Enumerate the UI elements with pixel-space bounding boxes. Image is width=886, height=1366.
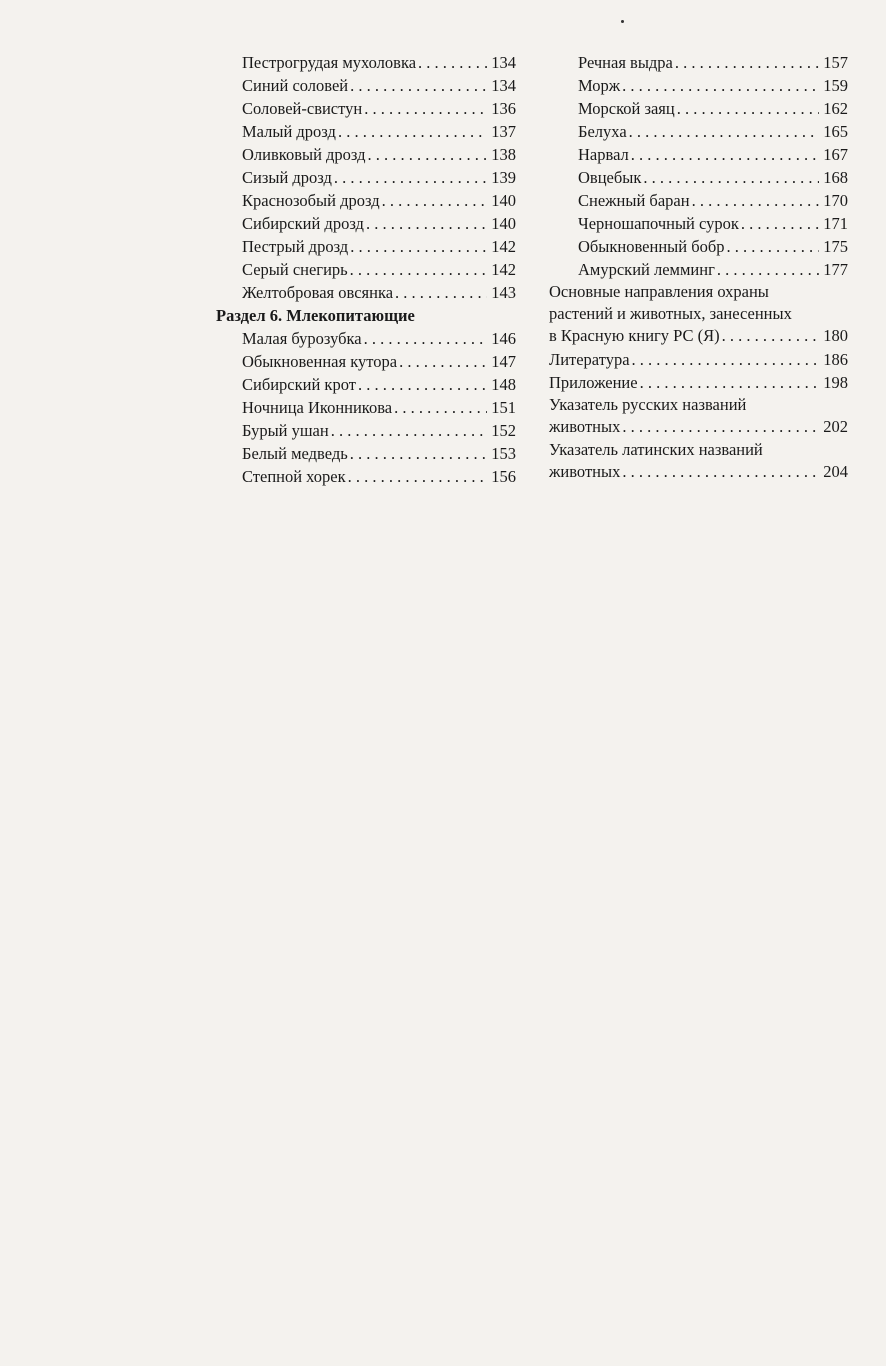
- entry-page: 139: [491, 168, 516, 187]
- entry-title: животных: [549, 462, 621, 481]
- entry-title: Сибирский крот: [242, 375, 356, 394]
- toc-entry: [216, 212, 516, 235]
- toc-entry: [549, 74, 848, 97]
- entry-page: 153: [491, 444, 516, 463]
- entry-title: Белуха: [578, 122, 627, 141]
- leader-dots: [350, 74, 487, 97]
- toc-entry: [216, 51, 516, 74]
- entry-page: 202: [823, 417, 848, 436]
- latin-index-line-1: Указатель латинских названий: [549, 440, 763, 459]
- toc-entry: [216, 327, 516, 350]
- entry-page: 162: [823, 99, 848, 118]
- entry-page: 142: [491, 237, 516, 256]
- entry-title: Ночница Иконникова: [242, 398, 393, 417]
- russian-index-line-2: [549, 416, 848, 438]
- toc-entry: [549, 120, 848, 143]
- entry-title: Литература: [549, 350, 630, 369]
- leader-dots: [364, 327, 488, 350]
- toc-entry-conservation: [549, 281, 848, 347]
- leader-dots: [364, 97, 487, 120]
- entry-page: 147: [491, 352, 516, 371]
- leader-dots: [677, 97, 820, 120]
- entry-page: 170: [823, 191, 848, 210]
- toc-entry-appendix: [549, 371, 848, 394]
- toc-entry: [216, 465, 516, 488]
- entry-title: Бурый ушан: [242, 421, 329, 440]
- entry-page: 165: [823, 122, 848, 141]
- entry-title: Нарвал: [578, 145, 629, 164]
- leader-dots: [692, 189, 820, 212]
- entry-page: 157: [823, 53, 848, 72]
- entry-title: Малая бурозубка: [242, 329, 362, 348]
- entry-title: Пестрогрудая мухоловка: [242, 53, 417, 72]
- leader-dots: [722, 325, 820, 347]
- entry-page: 140: [491, 214, 516, 233]
- entry-page: 156: [491, 467, 516, 486]
- leader-dots: [632, 348, 820, 371]
- toc-entries-mammals: [216, 327, 516, 488]
- entry-title: Пестрый дрозд: [242, 237, 349, 256]
- entry-title: Морж: [578, 76, 621, 95]
- entry-title: Желтобровая овсянка: [242, 283, 394, 302]
- toc-entry: [549, 51, 848, 74]
- toc-entry: [216, 442, 516, 465]
- entry-title: Обыкновенная кутора: [242, 352, 398, 371]
- toc-entry: [216, 373, 516, 396]
- leader-dots: [395, 281, 487, 304]
- toc-entry: [216, 235, 516, 258]
- toc-left-column: [216, 51, 516, 488]
- entry-title: в Красную книгу РС (Я): [549, 326, 720, 345]
- latin-index-line-2: [549, 461, 848, 483]
- entry-page: 151: [491, 398, 516, 417]
- toc-entry: [216, 143, 516, 166]
- leader-dots: [366, 212, 487, 235]
- entry-title: Синий соловей: [242, 76, 349, 95]
- toc-entry: [216, 419, 516, 442]
- entry-page: 180: [823, 326, 848, 345]
- leader-dots: [675, 51, 819, 74]
- leader-dots: [348, 465, 488, 488]
- entry-page: 204: [823, 462, 848, 481]
- entry-title: Речная выдра: [578, 53, 673, 72]
- entry-page: 186: [823, 350, 848, 369]
- entry-title: Обыкновенный бобр: [578, 237, 725, 256]
- leader-dots: [727, 235, 820, 258]
- entry-page: 167: [823, 145, 848, 164]
- leader-dots: [717, 258, 819, 281]
- toc-entry: [216, 350, 516, 373]
- stray-mark: [621, 20, 624, 23]
- toc-entry: [549, 189, 848, 212]
- entry-page: 175: [823, 237, 848, 256]
- entry-page: 171: [823, 214, 848, 233]
- toc-entry: [216, 97, 516, 120]
- leader-dots: [631, 143, 819, 166]
- leader-dots: [640, 371, 820, 394]
- toc-entry: [216, 258, 516, 281]
- entry-title: Сизый дрозд: [242, 168, 332, 187]
- entry-page: 146: [491, 329, 516, 348]
- leader-dots: [399, 350, 487, 373]
- entry-title: Черношапочный сурок: [578, 214, 739, 233]
- leader-dots: [643, 166, 819, 189]
- toc-entry: [216, 166, 516, 189]
- toc-entry: [549, 143, 848, 166]
- leader-dots: [350, 442, 488, 465]
- leader-dots: [394, 396, 487, 419]
- entry-title: Амурский лемминг: [578, 260, 715, 279]
- toc-right-column: [549, 51, 848, 484]
- entry-page: 138: [491, 145, 516, 164]
- leader-dots: [331, 419, 488, 442]
- entry-title: Сибирский дрозд: [242, 214, 364, 233]
- toc-entry: [216, 396, 516, 419]
- entry-page: 137: [491, 122, 516, 141]
- toc-entry: [549, 97, 848, 120]
- leader-dots: [741, 212, 819, 235]
- entry-page: 143: [491, 283, 516, 302]
- entry-title: Белый медведь: [242, 444, 348, 463]
- entry-page: 152: [491, 421, 516, 440]
- leader-dots: [382, 189, 488, 212]
- entry-title: Степной хорек: [242, 467, 346, 486]
- toc-entry: [549, 235, 848, 258]
- leader-dots: [622, 461, 819, 483]
- entry-page: 168: [823, 168, 848, 187]
- leader-dots: [622, 416, 819, 438]
- entry-title: Оливковый дрозд: [242, 145, 366, 164]
- entry-title: Овцебык: [578, 168, 642, 187]
- leader-dots: [358, 373, 487, 396]
- entry-title: животных: [549, 417, 621, 436]
- leader-dots: [338, 120, 487, 143]
- entry-page: 177: [823, 260, 848, 279]
- toc-entry: [549, 212, 848, 235]
- entry-page: 134: [491, 76, 516, 95]
- entry-title: Приложение: [549, 373, 638, 392]
- entry-page: 140: [491, 191, 516, 210]
- leader-dots: [334, 166, 487, 189]
- toc-entry: [216, 189, 516, 212]
- toc-entry: [216, 74, 516, 97]
- leader-dots: [629, 120, 820, 143]
- russian-index-line-1: Указатель русских названий: [549, 395, 747, 414]
- toc-entry-literature: [549, 348, 848, 371]
- leader-dots: [350, 235, 487, 258]
- entry-page: 148: [491, 375, 516, 394]
- conservation-line-3: [549, 325, 848, 347]
- entry-title: Снежный баран: [578, 191, 690, 210]
- entry-page: 134: [491, 53, 516, 72]
- entry-title: Краснозобый дрозд: [242, 191, 380, 210]
- entry-title: Малый дрозд: [242, 122, 336, 141]
- entry-page: 136: [491, 99, 516, 118]
- toc-entry: [216, 120, 516, 143]
- toc-entries-mammals-cont: [549, 51, 848, 281]
- toc-entry: [216, 281, 516, 304]
- entry-title: Серый снегирь: [242, 260, 348, 279]
- entry-page: 142: [491, 260, 516, 279]
- entry-title: Морской заяц: [578, 99, 675, 118]
- conservation-line-1: Основные направления охраны: [549, 282, 769, 301]
- leader-dots: [368, 143, 488, 166]
- leader-dots: [350, 258, 488, 281]
- entry-title: Соловей-свистун: [242, 99, 363, 118]
- leader-dots: [622, 74, 819, 97]
- toc-entry-latin-index: [549, 439, 848, 483]
- toc-entry: [549, 258, 848, 281]
- entry-page: 159: [823, 76, 848, 95]
- toc-entry-russian-index: [549, 394, 848, 438]
- entry-page: 198: [823, 373, 848, 392]
- toc-entries-birds: [216, 51, 516, 304]
- section-heading: Раздел 6. Млекопитающие: [216, 306, 415, 325]
- conservation-line-2: растений и животных, занесенных: [549, 304, 792, 323]
- toc-entry: [549, 166, 848, 189]
- leader-dots: [418, 51, 487, 74]
